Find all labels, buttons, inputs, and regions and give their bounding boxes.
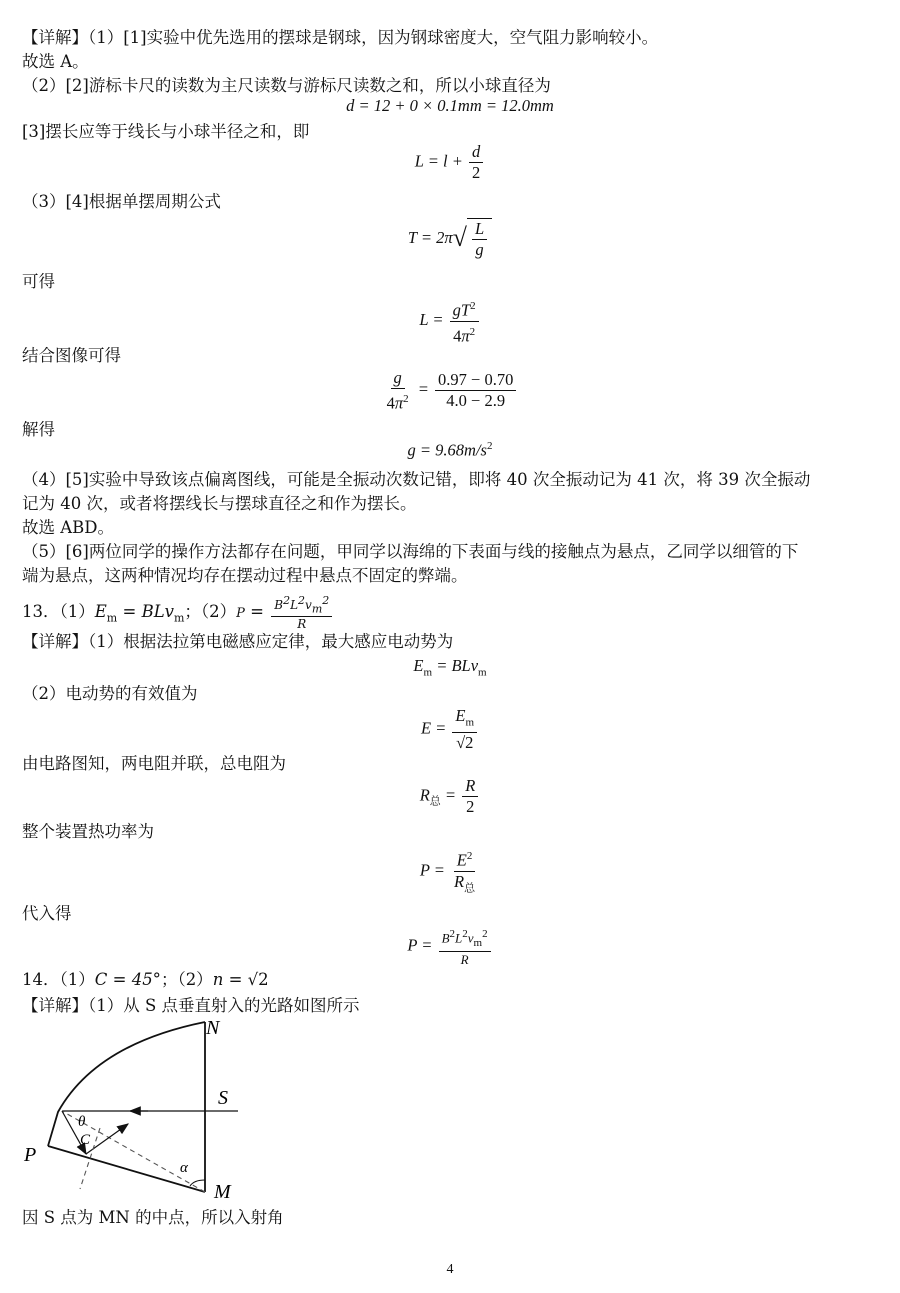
text-line: （3）[4]根据单摆周期公式 xyxy=(22,192,221,211)
text-line: 因 S 点为 MN 的中点，所以入射角 xyxy=(22,1208,284,1227)
text-line: 故选 A。 xyxy=(22,52,89,71)
text-line: 可得 xyxy=(22,272,55,291)
text-line: （2）电动势的有效值为 xyxy=(22,684,198,703)
text-line: （4）[5]实验中导致该点偏离图线，可能是全振动次数记错，即将 40 次全振动记为 41 次，将 39 次全振动 xyxy=(22,470,811,489)
equation-total-resistance: $R_总$ = $\frac{R}{2}$ xyxy=(0,776,900,817)
text-line: 由电路图知，两电阻并联，总电阻为 xyxy=(22,754,286,773)
equation-power-result: P = $\frac{B^2L^2v_m^2}{R}$ xyxy=(0,926,900,968)
slope-numerator: 0.97 − 0.70 xyxy=(435,370,516,391)
g-result: g = 9.68m/s xyxy=(407,440,487,460)
equation-length: L = l + $\frac{d}{2}$ xyxy=(0,142,900,183)
text-line: 结合图像可得 xyxy=(22,346,121,365)
text-line: 端为悬点，这两种情况均存在摆动过程中悬点不固定的弊端。 xyxy=(22,566,468,585)
text-line: （5）[6]两位同学的操作方法都存在问题，甲同学以海绵的下表面与线的接触点为悬点，乙同学以细管的下 xyxy=(22,542,799,561)
equation-period: T = 2π √ $\frac{L}{g}$ xyxy=(0,218,900,260)
page-number: 4 xyxy=(446,1262,454,1277)
equation-slope: $\frac{g}{4\pi^2}$ = $\frac{0.97 - 0.70}{4.0 - 2.9}$ xyxy=(0,368,900,414)
text-line: 【详解】（1）[1]实验中优先选用的摆球是钢球，因为钢球密度大，空气阻力影响较小。 xyxy=(22,28,659,47)
q14-answer-1: C = 45° xyxy=(94,970,161,989)
text-line: 【详解】（1）根据法拉第电磁感应定律，最大感应电动势为 xyxy=(22,632,454,651)
label-p: P xyxy=(24,1144,37,1166)
label-s: S xyxy=(218,1087,228,1109)
label-m: M xyxy=(214,1181,231,1203)
label-theta: θ xyxy=(78,1114,86,1130)
equation-emf-max: $E_m = BLv_m$ xyxy=(413,656,487,679)
equation-power: P = $\frac{E^2}{R_总}$ xyxy=(0,846,900,898)
q14-sep: ；（2） xyxy=(160,970,213,989)
label-alpha: α xyxy=(180,1160,188,1176)
label-c: C xyxy=(80,1132,91,1148)
q13-prefix: 13．（1） xyxy=(22,602,95,622)
text-line: （2）[2]游标卡尺的读数为主尺读数与游标尺读数之和，所以小球直径为 xyxy=(22,76,551,95)
equation-length-g: L = $\frac{gT^2}{4\pi^2}$ xyxy=(0,296,900,346)
q13-sep: ；（2） xyxy=(184,602,237,622)
text-line: 记为 40 次，或者将摆线长与摆球直径之和作为摆长。 xyxy=(22,494,417,513)
slope-denominator: 4.0 − 2.9 xyxy=(446,391,506,411)
text-line: 整个装置热功率为 xyxy=(22,822,154,841)
text-line: [3]摆长应等于线长与小球半径之和，即 xyxy=(22,122,310,141)
label-n: N xyxy=(206,1017,220,1039)
optics-diagram xyxy=(18,1014,258,1204)
q14-prefix: 14．（1） xyxy=(22,970,95,989)
text-line: 代入得 xyxy=(22,904,72,923)
equation-emf-effective: E = $\frac{E_m}{√2}$ xyxy=(0,706,900,753)
equation-g-result: $g = 9.68m/s^2$ xyxy=(407,440,493,460)
text-line: 【详解】（1）从 S 点垂直射入的光路如图所示 xyxy=(22,996,360,1015)
question-14-answer: 14．（1）C = 45°；（2）n = √2 xyxy=(22,970,269,989)
equation-diameter: d = 12 + 0 × 0.1mm = 12.0mm xyxy=(346,96,554,115)
text-line: 解得 xyxy=(22,420,55,439)
question-13-answer: 13．$(1)E_m = BLv_m$；（2）P = $\frac{B^2L^2v_m^2}{R}$ xyxy=(22,594,334,631)
text-line: 故选 ABD。 xyxy=(22,518,115,537)
